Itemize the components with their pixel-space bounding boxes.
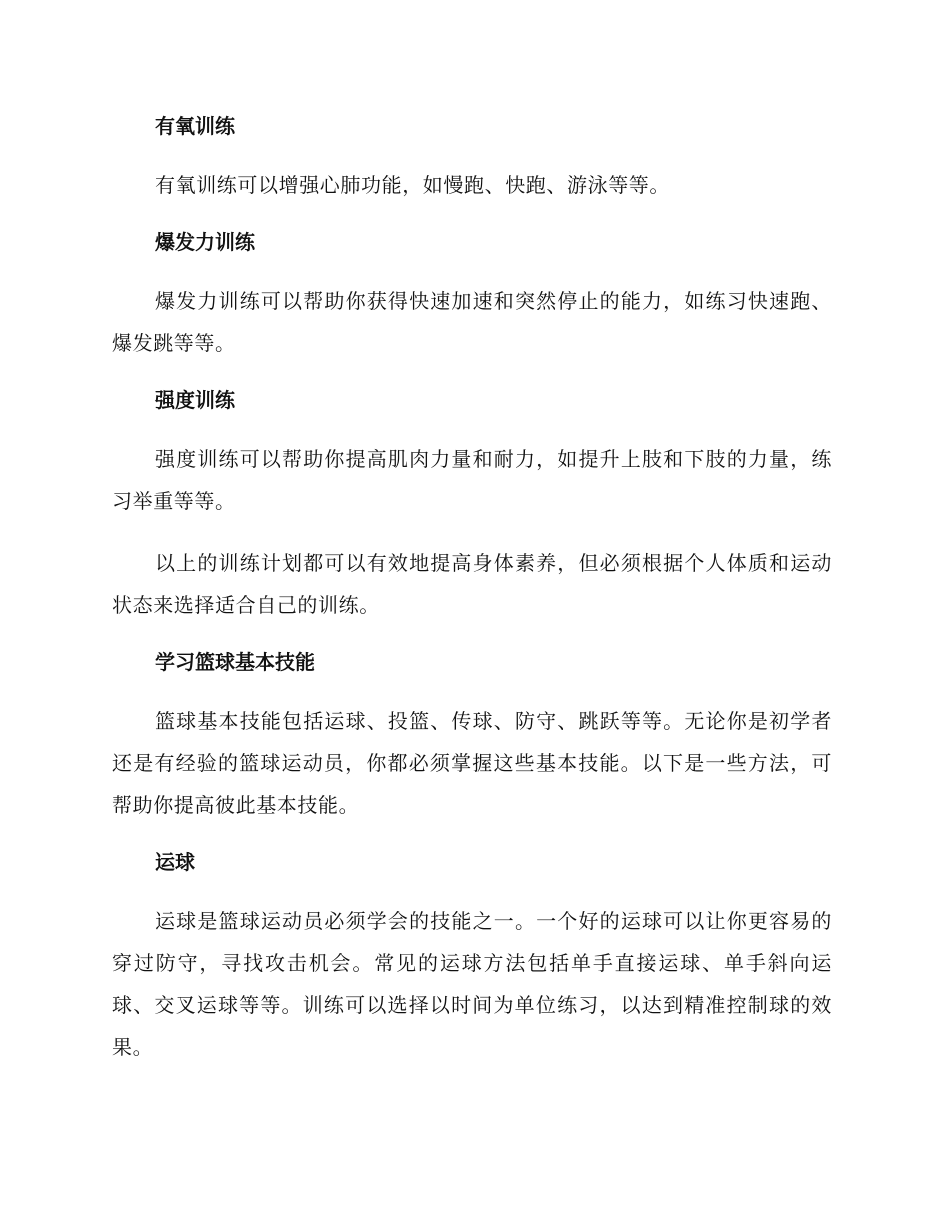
document-page bbox=[112, 110, 832, 1088]
dribble-heading: 运球 bbox=[155, 850, 195, 874]
section-heading-strength: 强度训练 bbox=[155, 388, 235, 412]
section-heading-aerobic: 有氧训练 bbox=[155, 114, 235, 138]
skills-paragraph: 篮球基本技能包括运球、投篮、传球、防守、跳跃等等。无论你是初学者还是有经验的篮球运动员，你都必须掌握这些基本技能。以下是一些方法，可帮助你提高彼此基本技能。 bbox=[112, 709, 832, 817]
summary-paragraph: 以上的训练计划都可以有效地提高身体素养，但必须根据个人体质和运动状态来选择适合自己的训练。 bbox=[112, 551, 832, 617]
skills-heading: 学习篮球基本技能 bbox=[155, 650, 315, 674]
section-body-explosive: 爆发力训练可以帮助你获得快速加速和突然停止的能力，如练习快速跑、爆发跳等等。 bbox=[112, 289, 832, 355]
section-heading-explosive: 爆发力训练 bbox=[155, 230, 255, 254]
dribble-paragraph: 运球是篮球运动员必须学会的技能之一。一个好的运球可以让你更容易的穿过防守，寻找攻击机会。常见的运球方法包括单手直接运球、单手斜向运球、交叉运球等等。训练可以选择以时间为单位练习，以达到精准控制球的效果。 bbox=[112, 909, 832, 1059]
section-body-aerobic: 有氧训练可以增强心肺功能，如慢跑、快跑、游泳等等。 bbox=[155, 173, 670, 197]
section-body-strength: 强度训练可以帮助你提高肌肉力量和耐力，如提升上肢和下肢的力量，练习举重等等。 bbox=[112, 447, 832, 513]
